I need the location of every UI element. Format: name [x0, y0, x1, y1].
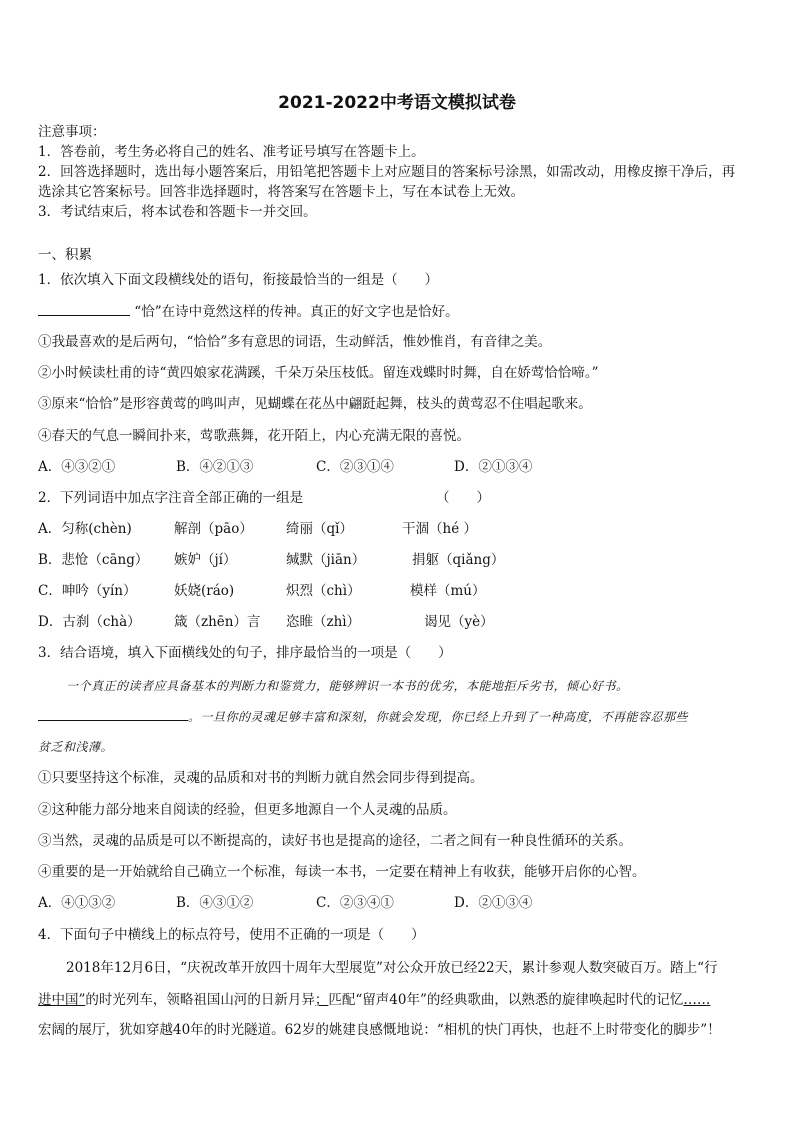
q1-options: [38, 457, 532, 477]
q4-underlined-mark: ；: [314, 992, 329, 1008]
q2-word: 解剖（pāo）: [174, 521, 253, 537]
q3-passage-line: [38, 706, 688, 727]
q1-option-c: C．②③①④: [316, 459, 394, 475]
q4-underlined-mark: ……: [683, 992, 711, 1008]
q4-text: 的时光列车，领略祖国山河的日新月异: [85, 992, 315, 1008]
q3-line: ①只要坚持这个标准，灵魂的品质和对书的判断力就自然会同步得到提高。: [38, 770, 484, 786]
q2-word: A．匀称(chèn): [38, 521, 132, 537]
q2-option-b: [38, 550, 504, 570]
q3-stem: 3．结合语境，填入下面横线处的句子，排序最恰当的一项是（ ）: [38, 645, 452, 661]
q3-option-c: C．②③④①: [316, 895, 394, 911]
q4-passage-line: 宏阔的展厅，犹如穿越40年的时光隧道。62岁的姚建良感慨地说：“相机的快门再快，也赶不上时带变化的脚步”！: [38, 1022, 721, 1038]
q2-stem: 2．下列词语中加点字注音全部正确的一组是: [38, 490, 304, 506]
q3-passage-text: 。一旦你的灵魂足够丰富和深刻，你就会发现，你已经上升到了一种高度，不再能容忍那些: [188, 710, 689, 724]
section-heading: 一、积累: [38, 247, 92, 263]
q1-option-d: D．②①③④: [454, 459, 533, 475]
q2-word: D．古刹（chà）: [38, 614, 141, 630]
q2-word: 箴（zhēn）言: [174, 614, 261, 630]
q2-option-a: [38, 519, 477, 539]
q1-line: ④春天的气息一瞬间扑来，莺歌燕舞，花开陌上，内心充满无限的喜悦。: [38, 428, 470, 444]
q1-line: ②小时候读杜甫的诗“黄四娘家花满蹊，千朵万朵压枝低。留连戏蝶时时舞，自在娇莺恰恰啼。”: [38, 365, 599, 381]
q1-line: ③原来“恰恰”是形容黄莺的鸣叫声，见蝴蝶在花丛中翩跹起舞，枝头的黄莺忍不住唱起歌来。: [38, 396, 592, 412]
q2-word: 妖娆(ráo): [174, 583, 235, 599]
q1-passage: [38, 301, 459, 322]
q3-line: ③当然，灵魂的品质是可以不断提高的，读好书也是提高的途径，二者之间有一种良性循环的关系。: [38, 833, 632, 849]
q1-stem: 1．依次填入下面文段横线处的语句，衔接最恰当的一组是（ ）: [38, 272, 439, 288]
q2-word: 嫉妒（jí）: [174, 552, 237, 568]
q3-blank: [38, 706, 188, 721]
q3-line: ②这种能力部分地来自阅读的经验，但更多地源自一个人灵魂的品质。: [38, 802, 457, 818]
q4-text: 2018年12月6日，“庆祝改革开放四十周年大型展览”对公众开放已经22天，累计参观人数突破百万。: [66, 960, 671, 976]
notice-item: 2．回答选择题时，选出每小题答案后，用铅笔把答题卡上对应题目的答案标号涂黑，如需改动，用橡皮擦干净后，再: [38, 164, 736, 180]
q1-option-a: A．④③②①: [38, 459, 116, 475]
q1-passage-text: “恰”在诗中竟然这样的传神。真正的好文字也是恰好。: [134, 304, 459, 320]
q2-word: 炽烈（chì）: [286, 583, 361, 599]
q2-word: C．呻吟（yín）: [38, 583, 137, 599]
q2-word: B．悲怆（cāng）: [38, 552, 149, 568]
q4-passage-line: [38, 990, 710, 1010]
q3-option-d: D．②①③④: [454, 895, 533, 911]
q4-underlined-mark: 进中国”: [38, 992, 86, 1008]
q1-line: ①我最喜欢的是后两句，“恰恰”多有意思的词语，生动鲜活，惟妙惟肖，有音律之美。: [38, 334, 552, 350]
q4-passage-line: [66, 958, 718, 978]
q2-word: 捐躯（qiǎng）: [412, 552, 505, 568]
notice-item: 1．答卷前，考生务必将自己的姓名、准考证号填写在答题卡上。: [38, 144, 425, 160]
q3-option-b: B．④③①②: [176, 895, 254, 911]
q2-word: 恣睢（zhì）: [286, 614, 361, 630]
q3-passage: 一个真正的读者应具备基本的判断力和鉴赏力，能够辨识一本书的优劣，本能地拒斥劣书，倾心好书。: [66, 679, 629, 693]
exam-title: 2021-2022中考语文模拟试卷: [278, 93, 516, 113]
notice-heading: 注意事项：: [38, 124, 106, 140]
q2-word: 缄默（jiān）: [286, 552, 366, 568]
q2-word: 干涸（hé ）: [402, 521, 477, 537]
q2-option-d: [38, 612, 494, 632]
q2-word: 谒见（yè）: [424, 614, 494, 630]
q3-option-a: A．④①③②: [38, 895, 116, 911]
q1-option-b: B．④②①③: [176, 459, 254, 475]
q3-options: [38, 893, 532, 913]
q3-line: ④重要的是一开始就给自己确立一个标准，每读一本书，一定要在精神上有收获，能够开启你的心智。: [38, 864, 646, 880]
q4-text: 踏上“行: [670, 960, 718, 976]
notice-item: 3．考试结束后，将本试卷和答题卡一并交回。: [38, 204, 317, 220]
notice-item: 选涂其它答案标号。回答非选择题时，将答案写在答题卡上，写在本试卷上无效。: [38, 184, 524, 200]
q2-option-c: [38, 581, 486, 601]
q2-word: 模样（mú）: [410, 583, 486, 599]
q2-word: 绮丽（qǐ）: [286, 521, 353, 537]
q4-stem: 4．下面句子中横线上的标点符号，使用不正确的一项是（ ）: [38, 927, 425, 943]
q1-blank: [38, 301, 130, 316]
q4-text: 匹配“留声40年”的经典歌曲，以熟悉的旋律唤起时代的记忆: [328, 992, 684, 1008]
q3-passage-end: 贫乏和浅薄。: [38, 740, 114, 754]
q2-paren: （ ）: [436, 490, 490, 506]
q2-stem-line: [38, 488, 490, 508]
